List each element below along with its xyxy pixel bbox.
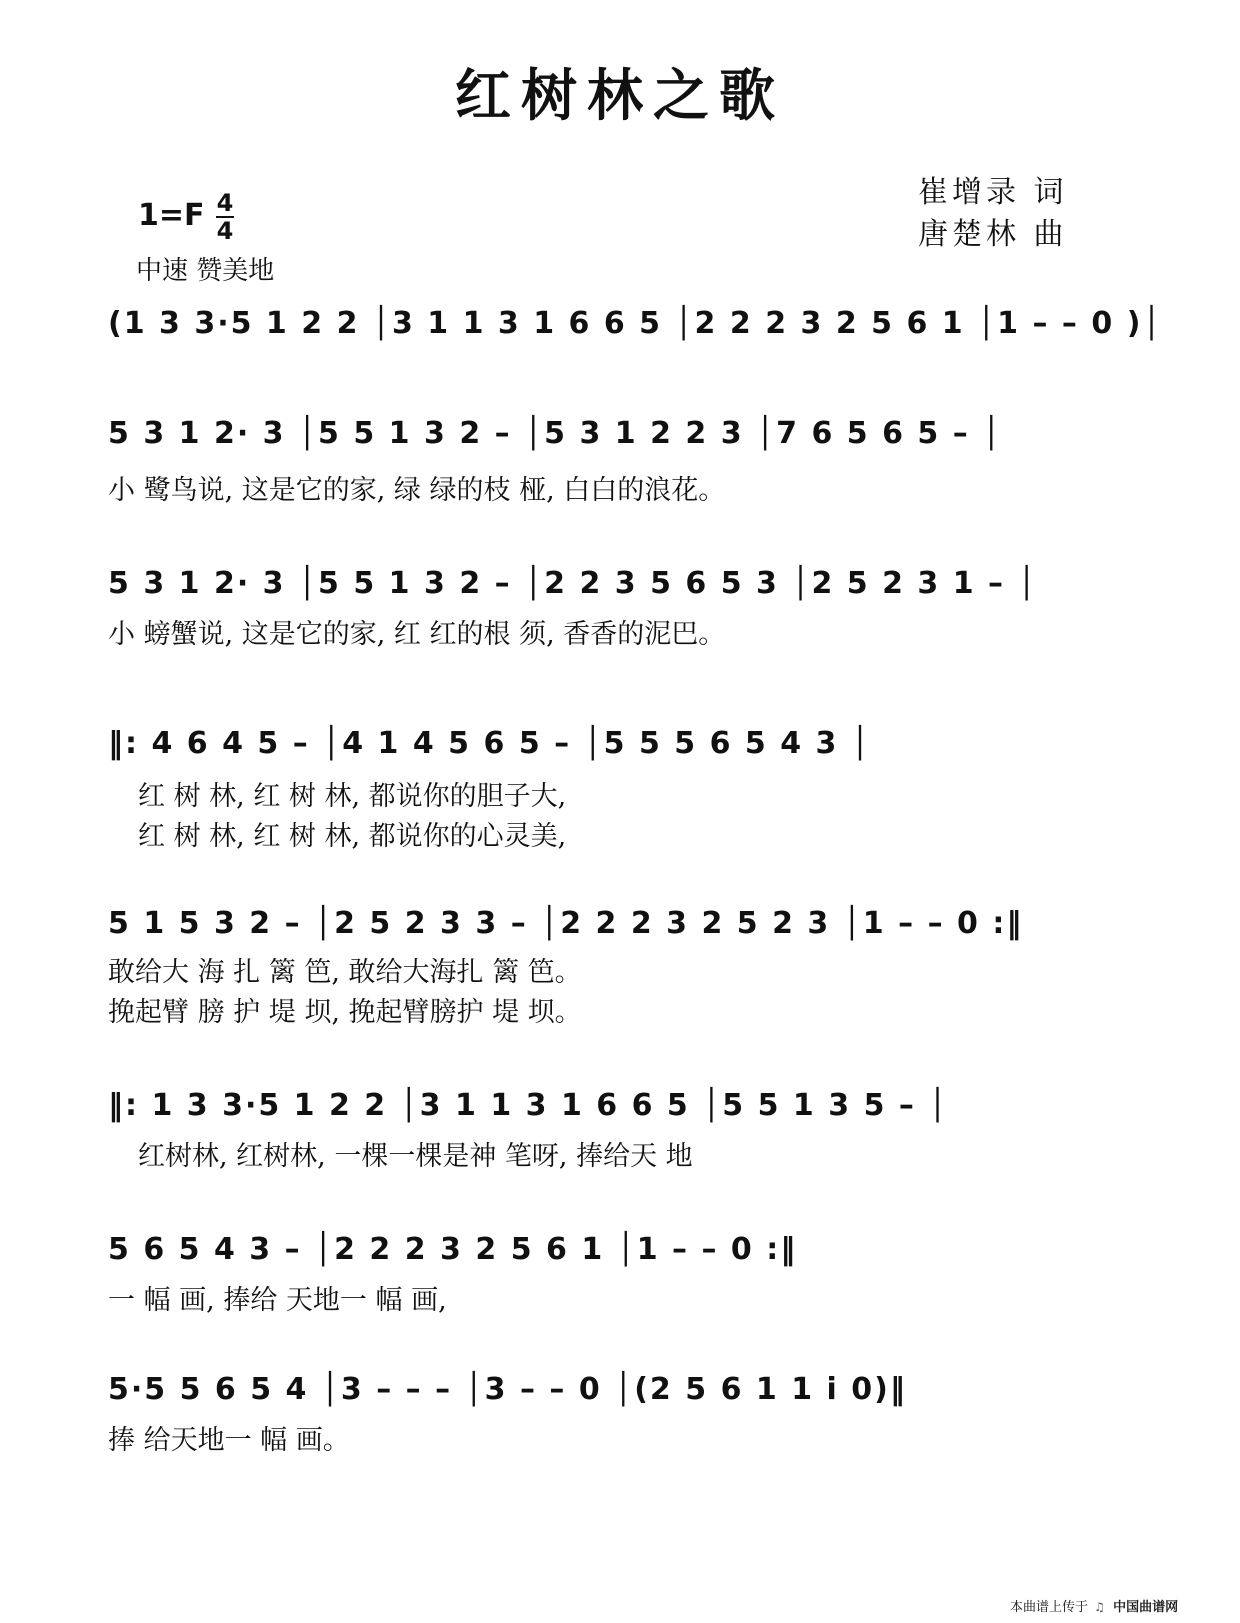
time-signature-bottom: 4 — [216, 217, 234, 245]
lyric-line: 一 幅 画, 捧给 天地一 幅 画, — [108, 1285, 447, 1316]
lyric-line: 小 鹭鸟说, 这是它的家, 绿 绿的枝 桠, 白白的浪花。 — [108, 475, 726, 506]
notation-line: 5 3 1 2· 3 │5 5 1 3 2 – │2 2 3 5 6 5 3 │2 5 2 3 1 – │ — [108, 566, 1038, 601]
footer-text: 本曲谱上传于 — [1010, 1600, 1089, 1615]
lyric-line: 捧 给天地一 幅 画。 — [108, 1425, 350, 1456]
lyric-line: 红 树 林, 红 树 林, 都说你的胆子大, — [138, 781, 567, 812]
composer-credit: 唐楚林 曲 — [918, 217, 1068, 252]
notation-line: ‖: 4 6 4 5 – │4 1 4 5 6 5 – │5 5 5 6 5 4 3 │ — [108, 726, 871, 761]
time-signature — [214, 190, 236, 244]
lyric-line: 敢给大 海 扎 篱 笆, 敢给大海扎 篱 笆。 — [108, 957, 582, 988]
notation-line: 5 3 1 2· 3 │5 5 1 3 2 – │5 3 1 2 2 3 │7 6 5 6 5 – │ — [108, 416, 1003, 451]
notation-line: 5·5 5 6 5 4 │3 – – – │3 – – 0 │(2 5 6 1 1 i 0)‖ — [108, 1372, 907, 1407]
notation-line: ‖: 1 3 3·5 1 2 2 │3 1 1 3 1 6 6 5 │5 5 1 3 5 – │ — [108, 1088, 949, 1123]
time-signature-top: 4 — [216, 189, 234, 217]
lyric-line: 红 树 林, 红 树 林, 都说你的心灵美, — [138, 821, 567, 852]
tempo-marking: 中速 赞美地 — [136, 256, 275, 286]
credits — [918, 172, 1068, 256]
lyricist-credit: 崔增录 词 — [918, 175, 1068, 210]
notation-line: (1 3 3·5 1 2 2 │3 1 1 3 1 6 6 5 │2 2 2 3 2 5 6 1 │1 – – 0 )│ — [108, 306, 1163, 341]
key-signature: 1=F — [138, 198, 205, 233]
footer-brand: 中国曲谱网 — [1113, 1600, 1179, 1615]
lyric-line: 挽起臂 膀 护 堤 坝, 挽起臂膀护 堤 坝。 — [108, 997, 582, 1028]
score-title: 红树林之歌 — [455, 63, 785, 129]
music-note-icon: ♫ — [1094, 1600, 1105, 1614]
footer-watermark — [1010, 1596, 1178, 1615]
notation-line: 5 6 5 4 3 – │2 2 2 3 2 5 6 1 │1 – – 0 :‖ — [108, 1232, 798, 1267]
lyric-line: 红树林, 红树林, 一棵一棵是神 笔呀, 捧给天 地 — [138, 1141, 693, 1172]
lyric-line: 小 螃蟹说, 这是它的家, 红 红的根 须, 香香的泥巴。 — [108, 619, 726, 650]
notation-line: 5 1 5 3 2 – │2 5 2 3 3 – │2 2 2 3 2 5 2 3 │1 – – 0 :‖ — [108, 906, 1024, 941]
